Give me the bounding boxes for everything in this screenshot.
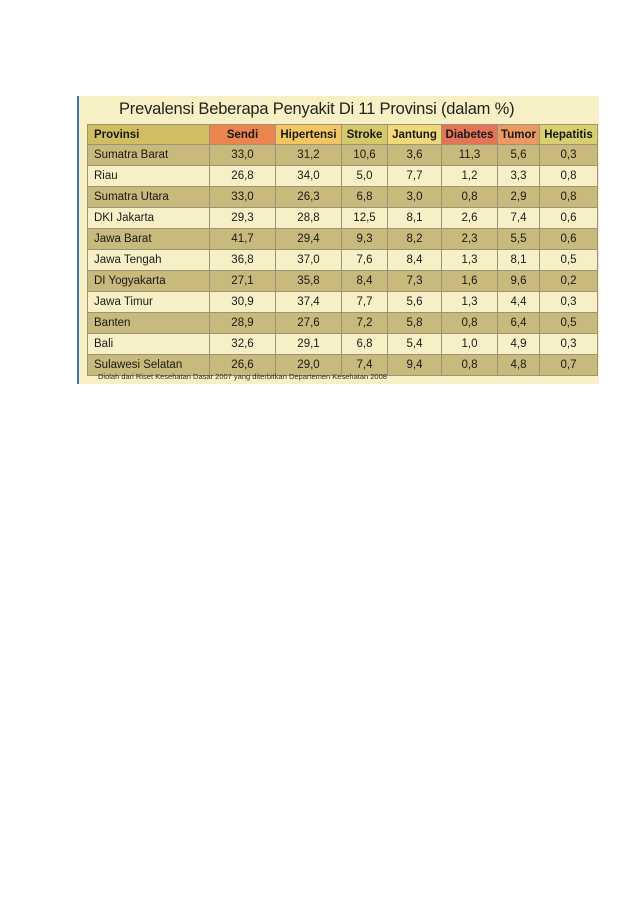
cell-provinsi: Jawa Barat (88, 229, 210, 250)
table-header-row (88, 125, 598, 145)
cell-hipertensi: 26,3 (276, 187, 342, 208)
table-row (88, 145, 598, 166)
source-note: Diolah dari Riset Kesehatan Dasar 2007 yang diterbitkan Departemen Kesehatan 2008 (98, 372, 387, 381)
cell-diabetes: 0,8 (442, 313, 498, 334)
cell-stroke: 6,8 (342, 187, 388, 208)
cell-jantung: 3,0 (388, 187, 442, 208)
cell-sendi: 33,0 (210, 187, 276, 208)
cell-diabetes: 0,8 (442, 355, 498, 376)
cell-tumor: 4,4 (498, 292, 540, 313)
cell-sendi: 27,1 (210, 271, 276, 292)
cell-diabetes: 2,3 (442, 229, 498, 250)
table-row (88, 187, 598, 208)
cell-tumor: 3,3 (498, 166, 540, 187)
cell-hipertensi: 27,6 (276, 313, 342, 334)
cell-tumor: 2,9 (498, 187, 540, 208)
cell-hipertensi: 29,4 (276, 229, 342, 250)
cell-hipertensi: 31,2 (276, 145, 342, 166)
cell-tumor: 6,4 (498, 313, 540, 334)
cell-jantung: 5,4 (388, 334, 442, 355)
cell-hepatitis: 0,3 (540, 145, 598, 166)
cell-hepatitis: 0,6 (540, 208, 598, 229)
cell-hipertensi: 29,0 (276, 355, 342, 376)
cell-diabetes: 1,3 (442, 292, 498, 313)
cell-sendi: 29,3 (210, 208, 276, 229)
header-sendi: Sendi (210, 125, 276, 145)
cell-tumor: 9,6 (498, 271, 540, 292)
cell-sendi: 26,8 (210, 166, 276, 187)
cell-stroke: 7,2 (342, 313, 388, 334)
cell-provinsi: Jawa Timur (88, 292, 210, 313)
header-hepatitis: Hepatitis (540, 125, 598, 145)
cell-stroke: 7,6 (342, 250, 388, 271)
cell-sendi: 28,9 (210, 313, 276, 334)
table-row (88, 208, 598, 229)
cell-hipertensi: 37,4 (276, 292, 342, 313)
cell-diabetes: 2,6 (442, 208, 498, 229)
cell-jantung: 8,2 (388, 229, 442, 250)
header-provinsi: Provinsi (88, 125, 210, 145)
table-row (88, 250, 598, 271)
cell-hepatitis: 0,2 (540, 271, 598, 292)
cell-tumor: 7,4 (498, 208, 540, 229)
cell-provinsi: Banten (88, 313, 210, 334)
header-diabetes: Diabetes (442, 125, 498, 145)
cell-sendi: 36,8 (210, 250, 276, 271)
cell-hipertensi: 37,0 (276, 250, 342, 271)
cell-tumor: 4,9 (498, 334, 540, 355)
cell-hepatitis: 0,8 (540, 166, 598, 187)
cell-diabetes: 1,3 (442, 250, 498, 271)
cell-stroke: 10,6 (342, 145, 388, 166)
cell-provinsi: Bali (88, 334, 210, 355)
cell-hipertensi: 34,0 (276, 166, 342, 187)
cell-hepatitis: 0,7 (540, 355, 598, 376)
prevalence-table (87, 124, 598, 376)
cell-hipertensi: 29,1 (276, 334, 342, 355)
table-row (88, 229, 598, 250)
cell-tumor: 8,1 (498, 250, 540, 271)
cell-stroke: 7,7 (342, 292, 388, 313)
cell-jantung: 5,6 (388, 292, 442, 313)
cell-sendi: 30,9 (210, 292, 276, 313)
header-jantung: Jantung (388, 125, 442, 145)
cell-provinsi: Riau (88, 166, 210, 187)
cell-stroke: 5,0 (342, 166, 388, 187)
cell-stroke: 6,8 (342, 334, 388, 355)
cell-tumor: 4,8 (498, 355, 540, 376)
cell-tumor: 5,5 (498, 229, 540, 250)
cell-tumor: 5,6 (498, 145, 540, 166)
table-row (88, 313, 598, 334)
cell-hepatitis: 0,5 (540, 313, 598, 334)
cell-jantung: 3,6 (388, 145, 442, 166)
table-row (88, 292, 598, 313)
cell-hipertensi: 35,8 (276, 271, 342, 292)
table-title: Prevalensi Beberapa Penyakit Di 11 Provinsi (dalam %) (119, 100, 515, 118)
cell-stroke: 9,3 (342, 229, 388, 250)
cell-hepatitis: 0,5 (540, 250, 598, 271)
cell-stroke: 8,4 (342, 271, 388, 292)
cell-hepatitis: 0,3 (540, 292, 598, 313)
cell-provinsi: DI Yogyakarta (88, 271, 210, 292)
cell-diabetes: 0,8 (442, 187, 498, 208)
cell-diabetes: 1,6 (442, 271, 498, 292)
cell-provinsi: Sumatra Barat (88, 145, 210, 166)
cell-provinsi: Jawa Tengah (88, 250, 210, 271)
cell-jantung: 8,1 (388, 208, 442, 229)
header-tumor: Tumor (498, 125, 540, 145)
newspaper-clipping (77, 96, 599, 384)
table-row (88, 334, 598, 355)
cell-sendi: 26,6 (210, 355, 276, 376)
cell-jantung: 8,4 (388, 250, 442, 271)
cell-hipertensi: 28,8 (276, 208, 342, 229)
cell-stroke: 7,4 (342, 355, 388, 376)
cell-diabetes: 1,0 (442, 334, 498, 355)
cell-sendi: 32,6 (210, 334, 276, 355)
header-hipertensi: Hipertensi (276, 125, 342, 145)
cell-diabetes: 1,2 (442, 166, 498, 187)
cell-sendi: 41,7 (210, 229, 276, 250)
table-row (88, 166, 598, 187)
cell-provinsi: Sumatra Utara (88, 187, 210, 208)
header-stroke: Stroke (342, 125, 388, 145)
cell-stroke: 12,5 (342, 208, 388, 229)
cell-jantung: 7,3 (388, 271, 442, 292)
cell-sendi: 33,0 (210, 145, 276, 166)
table-row (88, 271, 598, 292)
cell-hepatitis: 0,8 (540, 187, 598, 208)
cell-hepatitis: 0,6 (540, 229, 598, 250)
cell-jantung: 7,7 (388, 166, 442, 187)
cell-provinsi: Sulawesi Selatan (88, 355, 210, 376)
cell-diabetes: 11,3 (442, 145, 498, 166)
cell-jantung: 9,4 (388, 355, 442, 376)
cell-hepatitis: 0,3 (540, 334, 598, 355)
cell-provinsi: DKI Jakarta (88, 208, 210, 229)
cell-jantung: 5,8 (388, 313, 442, 334)
